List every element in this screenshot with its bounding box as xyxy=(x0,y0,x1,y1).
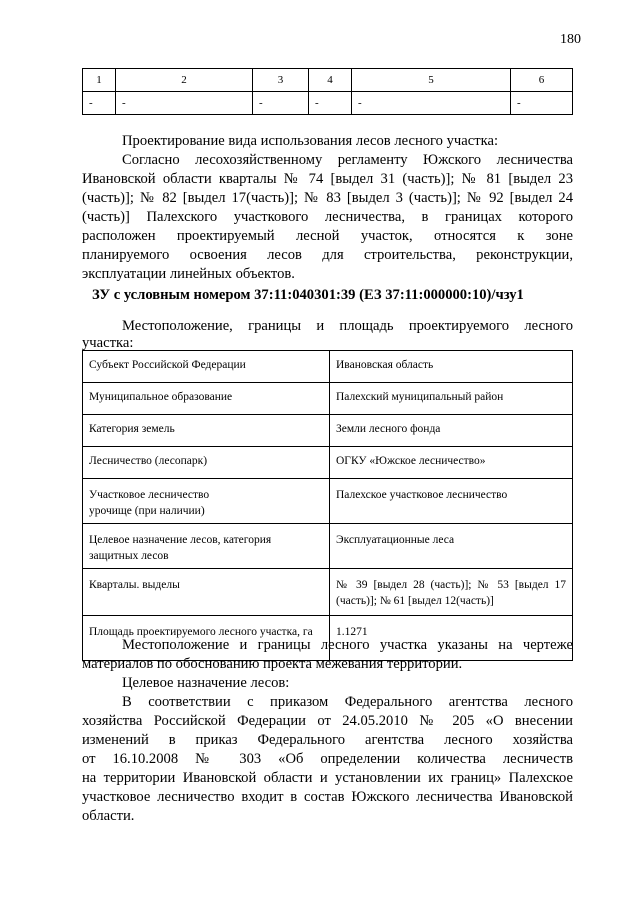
page-number: 180 xyxy=(560,32,581,47)
continuation-table xyxy=(82,68,573,115)
row-value: № 39 [выдел 28 (часть)]; № 53 [выдел 17 (часть)]; № 61 [выдел 12(часть)] xyxy=(330,569,573,616)
paragraph-line: области. xyxy=(82,808,135,824)
table-row xyxy=(83,479,573,524)
paragraph-line: на территории Ивановской области и установлении их границ» Палехское xyxy=(82,770,573,786)
header-cell: 1 xyxy=(83,69,116,92)
row-label: Участковое лесничество урочище (при наличии) xyxy=(83,479,330,524)
row-label: Кварталы. выделы xyxy=(83,569,330,616)
table-row xyxy=(83,383,573,415)
row-label: Целевое назначение лесов, категория защитных лесов xyxy=(83,524,330,569)
header-cell: 5 xyxy=(352,69,511,92)
row-value: 1.1271 xyxy=(330,616,573,661)
row-label: Субъект Российской Федерации xyxy=(83,351,330,383)
paragraph-line: расположен проектируемый лесной участок, относятся к зоне xyxy=(82,228,573,244)
paragraph-line: планируемого освоения лесов для строительства, реконструкции, xyxy=(82,247,573,263)
row-label: Муниципальное образование xyxy=(83,383,330,415)
table-cell: - xyxy=(83,92,116,115)
paragraph-line: В соответствии с приказом Федерального агентства лесного xyxy=(122,694,573,710)
header-cell: 2 xyxy=(116,69,253,92)
location-intro-line: Местоположение, границы и площадь проектируемого лесного xyxy=(122,318,573,334)
header-cell: 4 xyxy=(309,69,352,92)
paragraph-line: (часть)] Палехского участкового лесничества, в границах которого xyxy=(82,209,573,225)
paragraph-line: Местоположение и границы лесного участка указаны на чертеже xyxy=(122,637,573,653)
table-cell: - xyxy=(352,92,511,115)
purpose-heading: Целевое назначение лесов: xyxy=(122,675,290,691)
header-cell: 6 xyxy=(511,69,573,92)
paragraph-line: хозяйства Российской Федерации от 24.05.2010 № 205 «О внесении xyxy=(82,713,573,729)
paragraph-line: Согласно лесохозяйственному регламенту Южского лесничества xyxy=(122,152,573,168)
row-value: ОГКУ «Южское лесничество» xyxy=(330,447,573,479)
table-row xyxy=(83,415,573,447)
table-row xyxy=(83,351,573,383)
paragraph-line: эксплуатации линейных объектов. xyxy=(82,266,295,282)
row-value: Эксплуатационные леса xyxy=(330,524,573,569)
row-value: Ивановская область xyxy=(330,351,573,383)
location-intro-line: участка: xyxy=(82,335,134,351)
header-cell: 3 xyxy=(253,69,309,92)
paragraph-line: материалов по обоснованию проекта межевания территории. xyxy=(82,656,463,672)
table-row xyxy=(83,524,573,569)
paragraph-line: (часть)]; № 82 [выдел 17(часть)]; № 83 [выдел 3 (часть)]; № 92 [выдел 24 xyxy=(82,190,573,206)
paragraph-line: от 16.10.2008 № 303 «Об определении количества лесничеств xyxy=(82,751,573,767)
table-cell: - xyxy=(511,92,573,115)
paragraph-line: Ивановской области кварталы № 74 [выдел 31 (часть)]; № 81 [выдел 23 xyxy=(82,171,573,187)
row-label: Категория земель xyxy=(83,415,330,447)
table-row xyxy=(83,92,573,115)
row-value: Палехский муниципальный район xyxy=(330,383,573,415)
paragraph-line: изменений в приказ Федерального агентства лесного хозяйства xyxy=(82,732,573,748)
paragraph-line: участковое лесничество входит в состав Южского лесничества Ивановской xyxy=(82,789,573,805)
table-cell: - xyxy=(116,92,253,115)
row-value: Земли лесного фонда xyxy=(330,415,573,447)
table-cell: - xyxy=(253,92,309,115)
table-row xyxy=(83,447,573,479)
table-header-row xyxy=(83,69,573,92)
table-row xyxy=(83,569,573,616)
section-title: ЗУ с условным номером 37:11:040301:39 (ЕЗ 37:11:000000:10)/чзу1 xyxy=(92,287,524,303)
row-label: Лесничество (лесопарк) xyxy=(83,447,330,479)
row-label: Площадь проектируемого лесного участка, га xyxy=(83,616,330,661)
row-value: Палехское участковое лесничество xyxy=(330,479,573,524)
table-cell: - xyxy=(309,92,352,115)
forest-use-heading: Проектирование вида использования лесов лесного участка: xyxy=(122,133,498,149)
land-plot-info-table xyxy=(82,350,573,661)
